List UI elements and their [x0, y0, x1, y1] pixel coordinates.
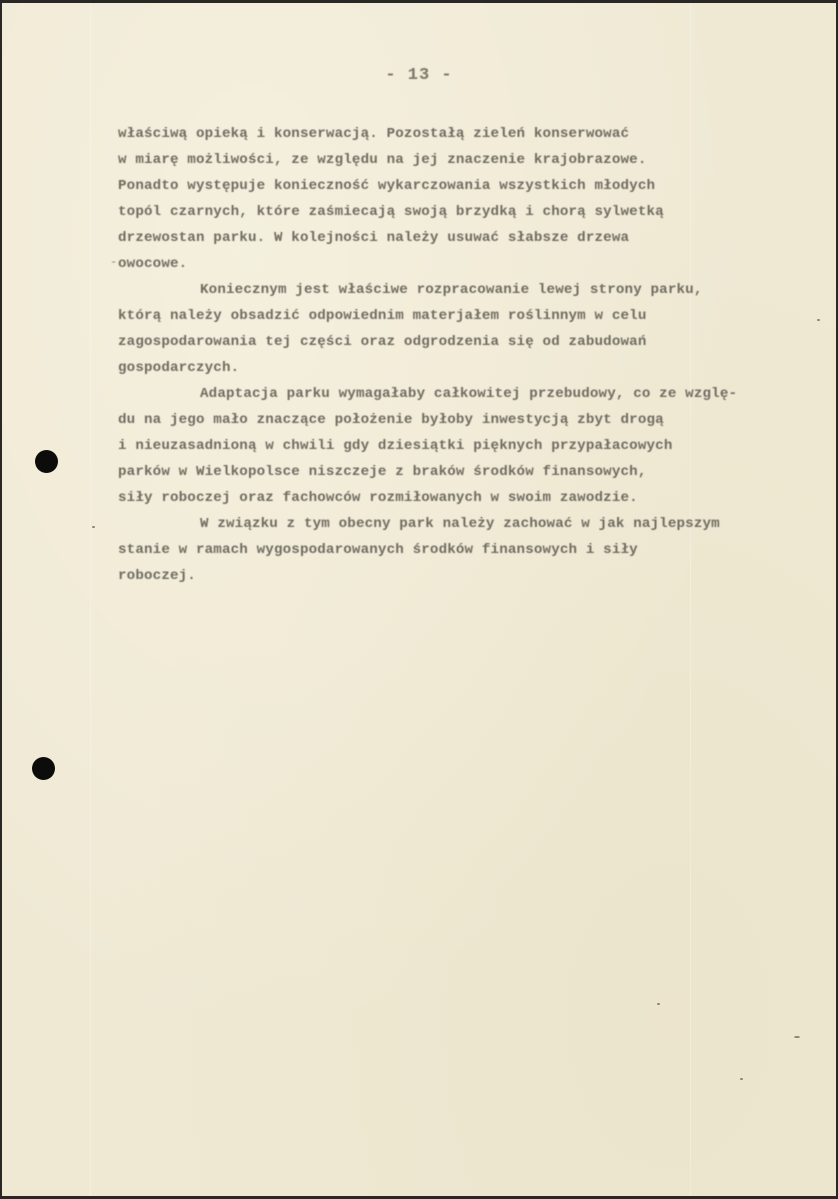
text-line: w miarę możliwości, ze względu na jej znaczenie krajobrazowe. [118, 152, 647, 168]
paragraph-start-line: Adaptacja parku wymagałaby całkowitej przebudowy, co ze wzglę- [200, 386, 738, 402]
paper-crease [90, 3, 91, 1196]
text-line: i nieuzasadnioną w chwili gdy dziesiątki pięknych przypałacowych [118, 438, 673, 454]
paper-speck [740, 1078, 743, 1080]
text-line: owocowe. [118, 256, 188, 272]
page-number: - 13 - [385, 66, 453, 85]
typewritten-body [118, 121, 808, 589]
text-line: stanie w ramach wygospodarowanych środków finansowych i siły [118, 542, 638, 558]
text-line: drzewostan parku. W kolejności należy usuwać słabsze drzewa [118, 230, 630, 246]
paper-speck [657, 1003, 660, 1005]
text-line: du na jego mało znaczące położenie byłoby inwestycją zbyt drogą [118, 412, 664, 428]
margin-dash-mark: - [110, 255, 118, 269]
paper-speck [817, 319, 820, 321]
text-line: właściwą opieką i konserwacją. Pozostałą zieleń konserwować [118, 126, 630, 142]
paragraph-start-line: Koniecznym jest właściwe rozpracowanie lewej strony parku, [200, 282, 703, 298]
paper-speck [794, 1036, 800, 1038]
text-line: zagospodarowania tej części oraz odgrodzenia się od zabudowań [118, 334, 647, 350]
punch-hole-icon [32, 757, 55, 780]
text-line: topól czarnych, które zaśmiecają swoją brzydką i chorą sylwetką [118, 204, 664, 220]
paragraph-start-line: W związku z tym obecny park należy zachować w jak najlepszym [200, 516, 720, 532]
text-line: Ponadto występuje konieczność wykarczowania wszystkich młodych [118, 178, 656, 194]
text-line: roboczej. [118, 568, 196, 584]
document-page [2, 3, 836, 1196]
text-line: siły roboczej oraz fachowców rozmiłowanych w swoim zawodzie. [118, 490, 638, 506]
text-line: gospodarczych. [118, 360, 240, 376]
punch-hole-icon [35, 450, 58, 473]
paper-speck [92, 526, 95, 528]
text-line: którą należy obsadzić odpowiednim materjałem roślinnym w celu [118, 308, 647, 324]
text-line: parków w Wielkopolsce niszczeje z braków środków finansowych, [118, 464, 647, 480]
